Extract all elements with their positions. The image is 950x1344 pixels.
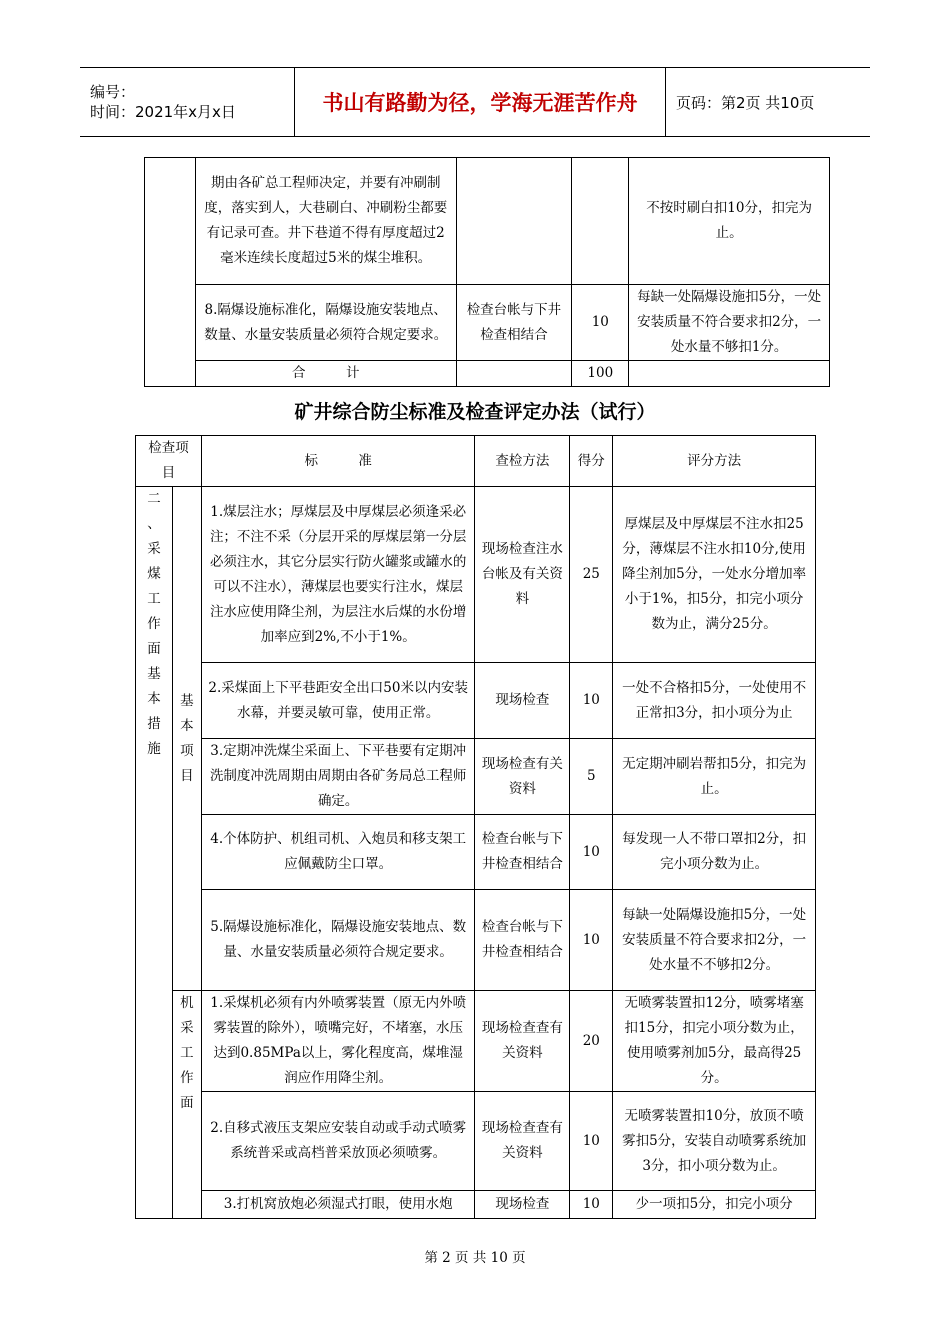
total-score: 100 — [572, 361, 629, 387]
score-cell — [572, 158, 629, 285]
header-left — [80, 68, 295, 137]
score-cell: 5 — [570, 739, 613, 815]
page-footer: 第 2 页 共 10 页 — [424, 1250, 526, 1266]
header-score: 得分 — [570, 436, 613, 487]
table-row — [145, 158, 830, 285]
score-cell: 10 — [570, 815, 613, 890]
item-cell — [145, 158, 196, 387]
scoring-cell: 少一项扣5分，扣完小项分 — [613, 1191, 816, 1219]
standard-cell: 8.隔爆设施标准化，隔爆设施安装地点、数量、水量安装质量必须符合规定要求。 — [195, 285, 456, 361]
method-cell: 现场检查查有关资料 — [475, 991, 570, 1092]
method-cell: 现场检查注水台帐及有关资料 — [475, 487, 570, 663]
motto: 书山有路勤为径，学海无涯苦作舟 — [295, 68, 666, 137]
score-cell: 10 — [570, 890, 613, 991]
header-standard: 标 准 — [201, 436, 475, 487]
section-title: 矿井综合防尘标准及检查评定办法（试行） — [294, 401, 656, 423]
date-label: 时间：2021年x月x日 — [90, 103, 236, 121]
table-row — [145, 285, 830, 361]
table-row — [136, 890, 816, 991]
group-cell: 机 采 工 作 面 — [172, 991, 201, 1219]
total-method — [456, 361, 572, 387]
header-method: 查检方法 — [475, 436, 570, 487]
scoring-cell: 每缺一处隔爆设施扣5分，一处安装质量不符合要求扣2分，一处水量不不够扣2分。 — [613, 890, 816, 991]
score-cell: 10 — [570, 1092, 613, 1191]
method-cell: 检查台帐与下井检查相结合 — [475, 890, 570, 991]
table-row — [136, 739, 816, 815]
scoring-cell: 无喷雾装置扣10分，放顶不喷雾扣5分，安装自动喷雾系统加3分，扣小项分数为止。 — [613, 1092, 816, 1191]
method-cell: 检查台帐与下井检查相结合 — [475, 815, 570, 890]
scoring-cell: 无喷雾装置扣12分，喷雾堵塞扣15分，扣完小项分数为止，使用喷雾剂加5分，最高得25分。 — [613, 991, 816, 1092]
score-cell: 10 — [570, 663, 613, 739]
scoring-cell: 无定期冲刷岩帮扣5分，扣完为止。 — [613, 739, 816, 815]
score-cell: 10 — [570, 1191, 613, 1219]
standard-cell: 3.定期冲洗煤尘采面上、下平巷要有定期冲洗制度冲洗周期由周期由各矿务局总工程师确定。 — [201, 739, 475, 815]
table-row — [136, 1092, 816, 1191]
category-cell: 二 、 采 煤 工 作 面 基 本 措 施 — [136, 487, 173, 1219]
standard-cell: 2.自移式液压支架应安装自动或手动式喷雾系统普采或高档普采放顶必须喷雾。 — [201, 1092, 475, 1191]
standard-cell: 期由各矿总工程师决定，并要有冲刷制度，落实到人，大巷刷白、冲刷粉尘都要有记录可查。井下巷道不得有厚度超过2毫米连续长度超过5米的煤尘堆积。 — [195, 158, 456, 285]
scoring-cell: 每缺一处隔爆设施扣5分，一处安装质量不符合要求扣2分，一处水量不够扣1分。 — [629, 285, 830, 361]
group-cell: 基 本 项 目 — [172, 487, 201, 991]
table-row — [136, 815, 816, 890]
dust-prevention-standards-table — [135, 435, 816, 1219]
scoring-cell: 厚煤层及中厚煤层不注水扣25分，薄煤层不注水扣10分,使用降尘剂加5分，一处水分增加率小于1%，扣5分，扣完小项分数为止，满分25分。 — [613, 487, 816, 663]
table-row — [136, 1191, 816, 1219]
standard-cell: 4.个体防护、机组司机、入炮员和移支架工应佩戴防尘口罩。 — [201, 815, 475, 890]
standard-cell: 5.隔爆设施标准化，隔爆设施安装地点、数量、水量安装质量必须符合规定要求。 — [201, 890, 475, 991]
score-cell: 10 — [572, 285, 629, 361]
table-row — [136, 991, 816, 1092]
scoring-cell: 不按时刷白扣10分，扣完为止。 — [629, 158, 830, 285]
header-scoring: 评分方法 — [613, 436, 816, 487]
total-label: 合 计 — [195, 361, 456, 387]
continued-standards-table — [144, 157, 830, 387]
method-cell: 现场检查查有关资料 — [475, 1092, 570, 1191]
standard-cell: 2.采煤面上下平巷距安全出口50米以内安装水幕，并要灵敏可靠，使用正常。 — [201, 663, 475, 739]
method-cell: 现场检查有关资料 — [475, 739, 570, 815]
method-cell: 现场检查 — [475, 663, 570, 739]
table-row — [136, 663, 816, 739]
header-row — [136, 436, 816, 487]
score-cell: 20 — [570, 991, 613, 1092]
number-label: 编号： — [90, 83, 136, 101]
scoring-cell: 每发现一人不带口罩扣2分，扣完小项分数为止。 — [613, 815, 816, 890]
score-cell: 25 — [570, 487, 613, 663]
page-header — [80, 67, 870, 137]
method-cell — [456, 158, 572, 285]
page-info: 页码：第2页 共10页 — [666, 68, 871, 137]
table-row — [136, 487, 816, 663]
scoring-cell: 一处不合格扣5分，一处使用不正常扣3分，扣小项分为止 — [613, 663, 816, 739]
total-scoring — [629, 361, 830, 387]
method-cell: 检查台帐与下井检查相结合 — [456, 285, 572, 361]
total-row — [145, 361, 830, 387]
method-cell: 现场检查 — [475, 1191, 570, 1219]
standard-cell: 1.煤层注水；厚煤层及中厚煤层必须逢采必注；不注不采（分层开采的厚煤层第一分层必须注水，其它分层实行防火罐浆或罐水的可以不注水），薄煤层也要实行注水，煤层注水应使用降尘剂，为层注水后煤的水份增加率应到2%,不小于1%。 — [201, 487, 475, 663]
header-item: 检查项目 — [136, 436, 202, 487]
standard-cell: 3.打机窝放炮必须湿式打眼，使用水炮 — [201, 1191, 475, 1219]
standard-cell: 1.采煤机必须有内外喷雾装置（原无内外喷雾装置的除外），喷嘴完好，不堵塞，水压达到0.85MPa以上，雾化程度高，煤堆湿润应作用降尘剂。 — [201, 991, 475, 1092]
